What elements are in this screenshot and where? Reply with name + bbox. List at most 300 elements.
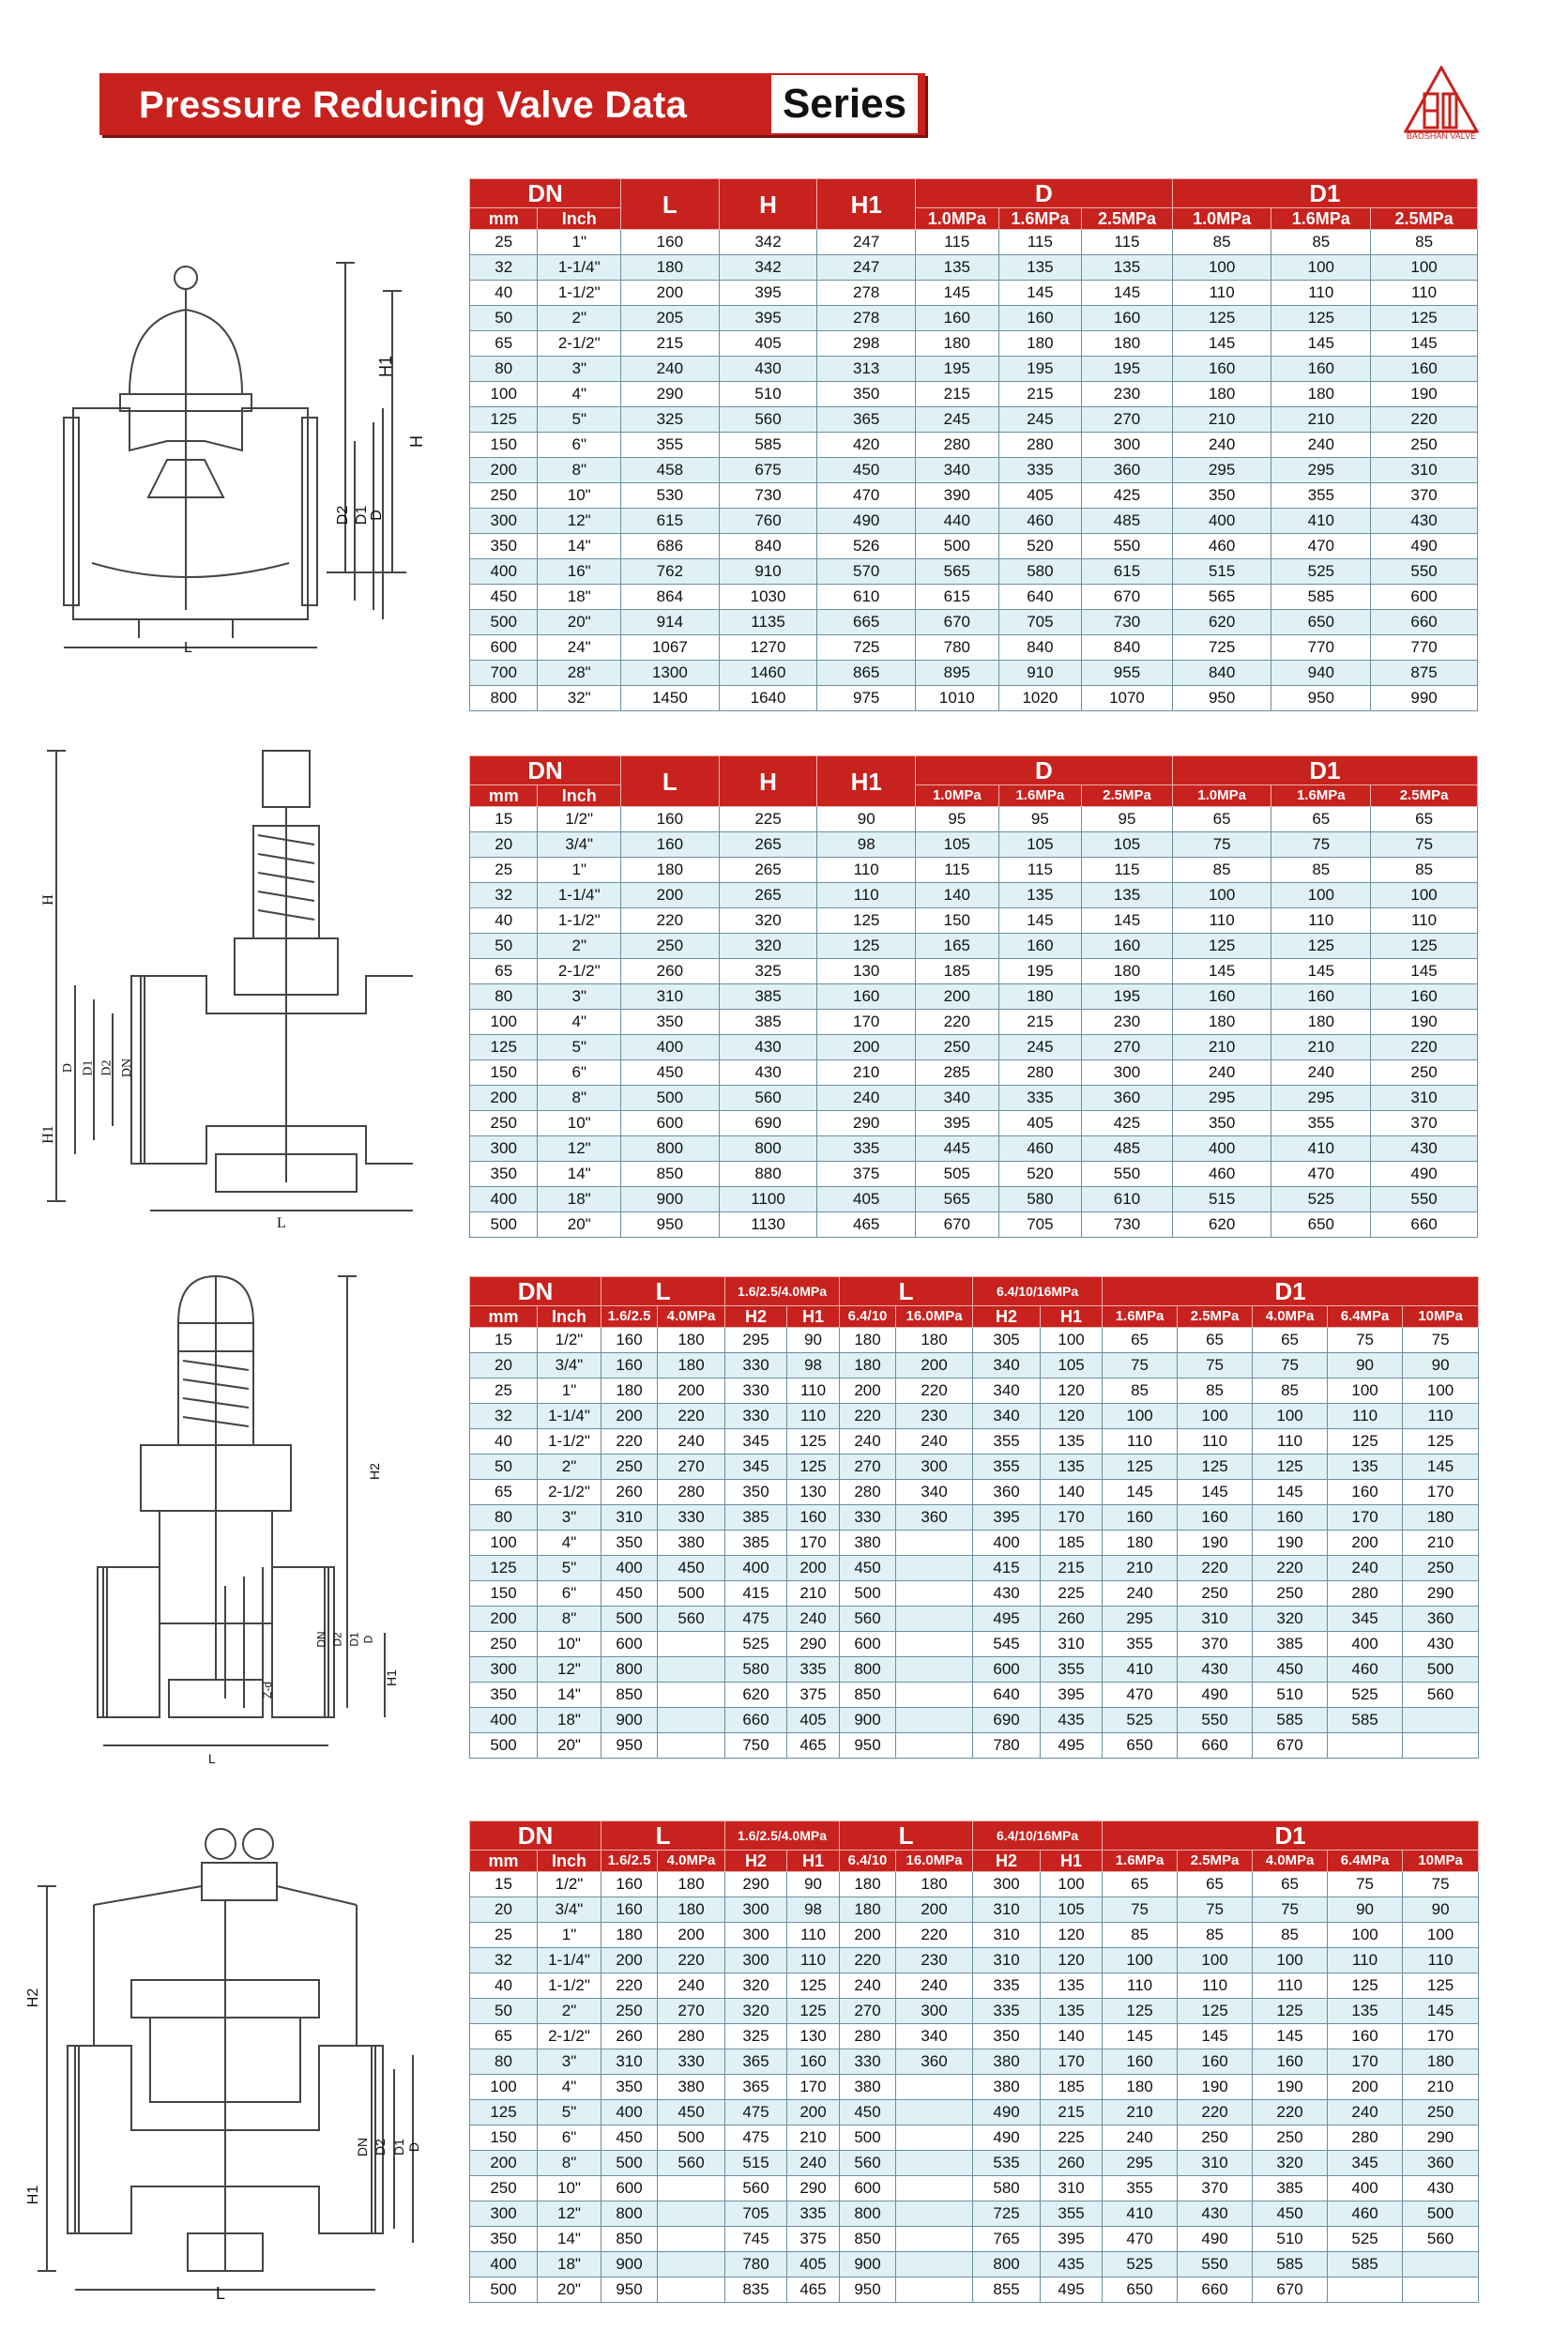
table-cell: 75 bbox=[1172, 832, 1271, 858]
table-cell: 240 bbox=[1172, 1060, 1271, 1086]
table-cell bbox=[896, 1733, 973, 1759]
table-cell: 350 bbox=[621, 1010, 720, 1035]
table-cell: 340 bbox=[896, 2024, 973, 2049]
table-cell: 335 bbox=[998, 458, 1082, 483]
header-d1-25: 2.5MPa bbox=[1178, 1306, 1253, 1328]
table-row bbox=[470, 585, 1478, 610]
table-cell: 400 bbox=[470, 559, 538, 585]
table-cell: 220 bbox=[840, 1948, 896, 1973]
table-row bbox=[470, 1897, 1479, 1923]
table-cell: 247 bbox=[817, 230, 916, 255]
table-cell: 500 bbox=[840, 2125, 896, 2151]
table-cell bbox=[896, 2075, 973, 2100]
header-pressure-group-high: 6.4/10/16MPa bbox=[973, 1277, 1103, 1306]
table-cell: 360 bbox=[973, 1480, 1041, 1505]
table-row bbox=[470, 661, 1478, 686]
table-cell: 600 bbox=[1371, 585, 1478, 610]
table-cell: 330 bbox=[658, 2049, 725, 2075]
table-cell: 220 bbox=[658, 1404, 725, 1429]
table-cell: 125 bbox=[1253, 1455, 1328, 1480]
table-row bbox=[470, 1973, 1479, 1999]
table-cell: 1010 bbox=[916, 686, 999, 711]
table-cell: 325 bbox=[621, 407, 720, 433]
table-row bbox=[470, 1999, 1479, 2024]
table-cell bbox=[658, 2252, 725, 2277]
table-cell: 350 bbox=[470, 2227, 538, 2252]
table-cell: 90 bbox=[787, 1328, 840, 1353]
table-cell: 65 bbox=[1371, 807, 1478, 832]
table-cell: 100 bbox=[1271, 883, 1371, 908]
table-cell: 335 bbox=[973, 1973, 1041, 1999]
table-cell: 195 bbox=[998, 357, 1082, 382]
table-cell: 230 bbox=[896, 1948, 973, 1973]
table-cell: 200 bbox=[817, 1035, 916, 1060]
table-cell: 110 bbox=[787, 1404, 840, 1429]
header-d1-40: 4.0MPa bbox=[1253, 1306, 1328, 1328]
table-cell: 485 bbox=[1082, 1136, 1173, 1162]
table-cell: 1030 bbox=[719, 585, 817, 610]
table-cell: 950 bbox=[840, 1733, 896, 1759]
table-cell: 580 bbox=[998, 1187, 1082, 1212]
table-cell: 650 bbox=[1103, 2277, 1178, 2303]
header-l-160: 16.0MPa bbox=[896, 1306, 973, 1328]
header-l-16-25: 1.6/2.5 bbox=[601, 1851, 658, 1872]
table-cell: 125 bbox=[817, 908, 916, 934]
table-cell: 125 bbox=[1328, 1429, 1403, 1455]
table-cell: 230 bbox=[1082, 382, 1173, 407]
table-cell: 145 bbox=[1271, 959, 1371, 984]
header-d1: D1 bbox=[1172, 179, 1477, 208]
table-cell: 180 bbox=[601, 1923, 658, 1948]
table-cell: 140 bbox=[916, 883, 999, 908]
table-cell: 100 bbox=[1178, 1404, 1253, 1429]
table-cell: 160 bbox=[1082, 306, 1173, 331]
table-cell: 125 bbox=[1371, 934, 1478, 959]
table-cell: 18" bbox=[538, 1708, 601, 1733]
table-cell: 160 bbox=[1178, 1505, 1253, 1531]
header-pressure-group-high: 6.4/10/16MPa bbox=[973, 1821, 1103, 1851]
table-cell: 295 bbox=[1103, 2151, 1178, 2176]
table-cell: 278 bbox=[817, 281, 916, 306]
table-cell: 85 bbox=[1271, 858, 1371, 883]
table-cell: 535 bbox=[973, 2151, 1041, 2176]
table-cell: 340 bbox=[973, 1353, 1041, 1379]
table-cell: 110 bbox=[1403, 1948, 1479, 1973]
table-cell: 450 bbox=[1253, 2201, 1328, 2227]
table-cell: 220 bbox=[896, 1379, 973, 1404]
table-cell: 145 bbox=[998, 281, 1082, 306]
table-cell: 180 bbox=[1103, 2075, 1178, 2100]
table-cell: 470 bbox=[1103, 2227, 1178, 2252]
header-h2: H2 bbox=[725, 1851, 787, 1872]
table-cell: 505 bbox=[916, 1162, 999, 1187]
table-cell: 85 bbox=[1178, 1923, 1253, 1948]
table-cell: 495 bbox=[1041, 1733, 1103, 1759]
table-cell: 525 bbox=[1328, 1683, 1403, 1708]
table-cell: 110 bbox=[1403, 1404, 1479, 1429]
table-cell: 100 bbox=[1328, 1923, 1403, 1948]
table-cell: 950 bbox=[601, 1733, 658, 1759]
table-cell: 240 bbox=[1271, 1060, 1371, 1086]
table-cell: 195 bbox=[916, 357, 999, 382]
table-cell: 700 bbox=[470, 661, 538, 686]
table-cell: 375 bbox=[817, 1162, 916, 1187]
table-cell: 510 bbox=[1253, 1683, 1328, 1708]
table-cell: 320 bbox=[725, 1973, 787, 1999]
table-cell: 1100 bbox=[719, 1187, 817, 1212]
table-cell: 200 bbox=[658, 1923, 725, 1948]
table-cell: 185 bbox=[916, 959, 999, 984]
table-cell: 400 bbox=[621, 1035, 720, 1060]
table-cell: 400 bbox=[1172, 509, 1271, 534]
table-cell: 730 bbox=[719, 483, 817, 509]
table-cell: 180 bbox=[658, 1328, 725, 1353]
table-cell: 490 bbox=[973, 2125, 1041, 2151]
table-cell: 210 bbox=[1172, 407, 1271, 433]
table-cell: 125 bbox=[1403, 1973, 1479, 1999]
table-cell: 550 bbox=[1082, 534, 1173, 559]
table-cell: 160 bbox=[601, 1872, 658, 1897]
table-cell: 265 bbox=[719, 883, 817, 908]
dim-label-d: D bbox=[368, 510, 385, 521]
table-cell: 145 bbox=[1103, 1480, 1178, 1505]
table-body bbox=[470, 1328, 1479, 1759]
header-d-1-6: 1.6MPa bbox=[998, 785, 1082, 807]
table-cell: 85 bbox=[1103, 1379, 1178, 1404]
table-cell: 160 bbox=[1172, 357, 1271, 382]
table-row bbox=[470, 984, 1478, 1010]
dim-label-h: H bbox=[39, 894, 56, 906]
table-cell: 310 bbox=[973, 1923, 1041, 1948]
table-cell bbox=[658, 2227, 725, 2252]
table-cell: 135 bbox=[998, 883, 1082, 908]
table-cell: 675 bbox=[719, 458, 817, 483]
table-cell: 660 bbox=[1371, 1212, 1478, 1238]
table-row bbox=[470, 2049, 1479, 2075]
table-cell: 260 bbox=[1041, 2151, 1103, 2176]
table-cell: 1270 bbox=[719, 635, 817, 661]
table-row bbox=[470, 1212, 1478, 1238]
table-cell: 565 bbox=[1172, 585, 1271, 610]
table-cell: 90 bbox=[817, 807, 916, 832]
table-cell: 600 bbox=[470, 635, 538, 661]
table-cell: 500 bbox=[621, 1086, 720, 1111]
table-cell: 405 bbox=[998, 483, 1082, 509]
table-cell: 1067 bbox=[621, 635, 720, 661]
table-cell: 105 bbox=[916, 832, 999, 858]
table-cell: 145 bbox=[1253, 1480, 1328, 1505]
table-cell bbox=[896, 1581, 973, 1607]
table-cell: 550 bbox=[1082, 1162, 1173, 1187]
table-cell: 160 bbox=[621, 832, 720, 858]
table-cell: 355 bbox=[1271, 483, 1371, 509]
table-cell: 320 bbox=[719, 934, 817, 959]
table-cell: 910 bbox=[998, 661, 1082, 686]
table-cell: 180 bbox=[621, 255, 720, 281]
table-cell: 500 bbox=[470, 1212, 538, 1238]
table-cell: 180 bbox=[621, 858, 720, 883]
table-cell: 400 bbox=[1328, 1632, 1403, 1657]
table-cell: 8" bbox=[538, 1086, 621, 1111]
table-cell: 185 bbox=[1041, 1531, 1103, 1556]
table-section-1 bbox=[469, 178, 1478, 711]
table-cell: 200 bbox=[840, 1923, 896, 1948]
table-cell: 355 bbox=[1103, 1632, 1178, 1657]
table-cell: 335 bbox=[787, 1657, 840, 1683]
table-cell: 665 bbox=[817, 610, 916, 635]
table-cell: 200 bbox=[658, 1379, 725, 1404]
table-cell: 170 bbox=[1041, 1505, 1103, 1531]
table-cell: 370 bbox=[1371, 1111, 1478, 1136]
table-cell: 180 bbox=[896, 1328, 973, 1353]
table-cell: 350 bbox=[973, 2024, 1041, 2049]
table-row bbox=[470, 1187, 1478, 1212]
table-cell: 360 bbox=[896, 2049, 973, 2075]
table-cell: 190 bbox=[1178, 1531, 1253, 1556]
table-cell: 110 bbox=[1371, 281, 1478, 306]
table-cell: 180 bbox=[1082, 959, 1173, 984]
table-cell: 65 bbox=[1178, 1328, 1253, 1353]
table-cell: 760 bbox=[719, 509, 817, 534]
table-section-2 bbox=[469, 755, 1478, 1238]
table-row bbox=[470, 509, 1478, 534]
table-cell: 400 bbox=[973, 1531, 1041, 1556]
table-cell: 550 bbox=[1371, 559, 1478, 585]
table-cell: 115 bbox=[1082, 858, 1173, 883]
table-cell bbox=[896, 2201, 973, 2227]
table-cell: 500 bbox=[1403, 1657, 1479, 1683]
table-row bbox=[470, 1429, 1479, 1455]
table-cell: 1640 bbox=[719, 686, 817, 711]
table-cell: 240 bbox=[1271, 433, 1371, 458]
dim-label-dn: DN bbox=[120, 1058, 135, 1078]
table-cell: 14" bbox=[538, 1683, 601, 1708]
table-cell: 265 bbox=[719, 858, 817, 883]
table-cell: 130 bbox=[787, 1480, 840, 1505]
table-cell: 190 bbox=[1253, 2075, 1328, 2100]
table-cell: 80 bbox=[470, 2049, 538, 2075]
table-cell: 800 bbox=[840, 1657, 896, 1683]
table-cell: 690 bbox=[719, 1111, 817, 1136]
table-cell: 110 bbox=[1172, 281, 1271, 306]
table-cell: 180 bbox=[1271, 1010, 1371, 1035]
table-row bbox=[470, 281, 1478, 306]
table-cell: 230 bbox=[896, 1404, 973, 1429]
table-row bbox=[470, 807, 1478, 832]
table-cell: 1300 bbox=[621, 661, 720, 686]
table-cell: 910 bbox=[719, 559, 817, 585]
table-cell: 240 bbox=[896, 1429, 973, 1455]
table-row bbox=[470, 1455, 1479, 1480]
table-cell: 160 bbox=[787, 2049, 840, 2075]
table-cell: 670 bbox=[1082, 585, 1173, 610]
table-cell: 115 bbox=[916, 230, 999, 255]
table-cell: 5" bbox=[538, 1556, 601, 1581]
table-cell: 1/2" bbox=[538, 807, 621, 832]
table-cell: 565 bbox=[916, 1187, 999, 1212]
table-cell: 95 bbox=[1082, 807, 1173, 832]
table-cell: 120 bbox=[1041, 1948, 1103, 1973]
table-cell bbox=[658, 2201, 725, 2227]
table-cell: 160 bbox=[621, 230, 720, 255]
table-cell: 145 bbox=[998, 908, 1082, 934]
table-cell: 525 bbox=[1328, 2227, 1403, 2252]
table-row bbox=[470, 2100, 1479, 2125]
table-cell: 2" bbox=[538, 306, 621, 331]
table-cell: 40 bbox=[470, 1973, 538, 1999]
table-cell: 4" bbox=[538, 1531, 601, 1556]
header-d1-16: 1.6MPa bbox=[1103, 1306, 1178, 1328]
table-cell: 220 bbox=[916, 1010, 999, 1035]
table-cell: 550 bbox=[1371, 1187, 1478, 1212]
header-d1: D1 bbox=[1103, 1821, 1479, 1851]
table-cell bbox=[896, 1531, 973, 1556]
table-cell: 265 bbox=[719, 832, 817, 858]
table-cell: 110 bbox=[1328, 1948, 1403, 1973]
table-cell: 295 bbox=[1103, 1607, 1178, 1632]
table-cell: 585 bbox=[1253, 1708, 1328, 1733]
table-cell: 8" bbox=[538, 458, 621, 483]
table-cell: 560 bbox=[1403, 1683, 1479, 1708]
table-cell: 400 bbox=[470, 2252, 538, 2277]
table-body bbox=[470, 807, 1478, 1238]
dim-label-d1: D1 bbox=[354, 505, 371, 526]
table-cell: 950 bbox=[840, 2277, 896, 2303]
table-cell: 280 bbox=[658, 2024, 725, 2049]
table-cell: 160 bbox=[1082, 934, 1173, 959]
table-cell: 850 bbox=[840, 1683, 896, 1708]
table-cell: 395 bbox=[719, 281, 817, 306]
table-cell: 20 bbox=[470, 1897, 538, 1923]
dim-label-h2: H2 bbox=[25, 1988, 42, 2008]
table-cell: 115 bbox=[1082, 230, 1173, 255]
dim-label-d: D bbox=[61, 1062, 76, 1074]
table-row bbox=[470, 832, 1478, 858]
table-cell: 500 bbox=[658, 1581, 725, 1607]
table-cell: 50 bbox=[470, 934, 538, 959]
header-d-2-5: 2.5MPa bbox=[1082, 785, 1173, 807]
table-row bbox=[470, 1480, 1479, 1505]
table-cell: 240 bbox=[840, 1429, 896, 1455]
table-cell: 380 bbox=[658, 1531, 725, 1556]
table-row bbox=[470, 433, 1478, 458]
table-cell: 325 bbox=[725, 2024, 787, 2049]
table-cell: 135 bbox=[998, 255, 1082, 281]
table-cell: 350 bbox=[601, 2075, 658, 2100]
table-cell: 465 bbox=[787, 1733, 840, 1759]
valve-data-table-1 bbox=[469, 178, 1478, 711]
table-cell bbox=[1403, 1708, 1479, 1733]
table-cell bbox=[896, 1556, 973, 1581]
table-cell: 125 bbox=[1172, 306, 1271, 331]
table-cell: 115 bbox=[998, 858, 1082, 883]
table-cell: 1-1/4" bbox=[538, 1404, 601, 1429]
table-cell: 250 bbox=[470, 1111, 538, 1136]
table-row bbox=[470, 1923, 1479, 1948]
table-cell: 340 bbox=[916, 458, 999, 483]
table-cell: 180 bbox=[1172, 1010, 1271, 1035]
table-cell: 110 bbox=[1103, 1973, 1178, 1999]
table-cell: 145 bbox=[1403, 1999, 1479, 2024]
table-cell: 342 bbox=[719, 230, 817, 255]
table-cell: 310 bbox=[1041, 1632, 1103, 1657]
table-cell: 320 bbox=[719, 908, 817, 934]
table-cell: 520 bbox=[998, 1162, 1082, 1187]
table-cell: 615 bbox=[1082, 559, 1173, 585]
table-cell: 18" bbox=[538, 585, 621, 610]
header-l-high: L bbox=[840, 1821, 973, 1851]
table-cell: 450 bbox=[658, 1556, 725, 1581]
table-cell: 180 bbox=[1271, 382, 1371, 407]
dim-label-d2: D2 bbox=[335, 505, 352, 526]
table-cell: 400 bbox=[470, 1708, 538, 1733]
table-cell: 600 bbox=[601, 1632, 658, 1657]
table-cell: 240 bbox=[1172, 433, 1271, 458]
table-cell: 90 bbox=[1328, 1353, 1403, 1379]
table-cell: 560 bbox=[840, 2151, 896, 2176]
table-cell: 330 bbox=[840, 1505, 896, 1531]
table-cell: 220 bbox=[1253, 1556, 1328, 1581]
table-row bbox=[470, 1505, 1479, 1531]
table-cell: 2" bbox=[538, 934, 621, 959]
table-cell: 95 bbox=[916, 807, 999, 832]
table-cell: 5" bbox=[538, 2100, 601, 2125]
header-d1-10: 10MPa bbox=[1403, 1306, 1479, 1328]
header-l-40: 4.0MPa bbox=[658, 1306, 725, 1328]
logo-emblem-icon bbox=[1396, 66, 1486, 133]
table-cell: 210 bbox=[1271, 407, 1371, 433]
table-cell: 105 bbox=[998, 832, 1082, 858]
table-cell: 110 bbox=[787, 1948, 840, 1973]
table-cell: 430 bbox=[1178, 2201, 1253, 2227]
table-row bbox=[470, 1328, 1479, 1353]
table-cell: 150 bbox=[916, 908, 999, 934]
table-cell bbox=[658, 1733, 725, 1759]
table-row bbox=[470, 2125, 1479, 2151]
table-cell: 80 bbox=[470, 357, 538, 382]
table-cell: 320 bbox=[1253, 2151, 1328, 2176]
table-cell: 145 bbox=[1271, 331, 1371, 357]
table-cell: 585 bbox=[1328, 2252, 1403, 2277]
table-cell: 100 bbox=[1271, 255, 1371, 281]
table-cell: 110 bbox=[1328, 1404, 1403, 1429]
table-cell: 515 bbox=[1172, 559, 1271, 585]
table-cell: 3" bbox=[538, 357, 621, 382]
table-cell: 25 bbox=[470, 1379, 538, 1404]
table-cell: 615 bbox=[621, 509, 720, 534]
table-cell: 450 bbox=[840, 1556, 896, 1581]
table-cell: 200 bbox=[621, 281, 720, 306]
table-cell: 225 bbox=[1041, 2125, 1103, 2151]
table-cell: 1-1/2" bbox=[538, 1973, 601, 1999]
table-cell: 410 bbox=[1271, 509, 1371, 534]
dim-label-h1: H1 bbox=[25, 2185, 42, 2205]
table-cell: 290 bbox=[787, 1632, 840, 1657]
table-cell: 28" bbox=[538, 661, 621, 686]
table-cell: 12" bbox=[538, 1657, 601, 1683]
table-cell: 278 bbox=[817, 306, 916, 331]
table-cell: 180 bbox=[998, 331, 1082, 357]
table-cell: 600 bbox=[840, 2176, 896, 2201]
header-mm: mm bbox=[470, 1306, 538, 1328]
table-cell: 100 bbox=[1253, 1404, 1328, 1429]
header-d1-1-0: 1.0MPa bbox=[1172, 785, 1271, 807]
table-cell: 355 bbox=[973, 1429, 1041, 1455]
table-cell: 1" bbox=[538, 230, 621, 255]
table-cell: 365 bbox=[817, 407, 916, 433]
table-cell: 350 bbox=[725, 1480, 787, 1505]
table-cell: 160 bbox=[1371, 984, 1478, 1010]
